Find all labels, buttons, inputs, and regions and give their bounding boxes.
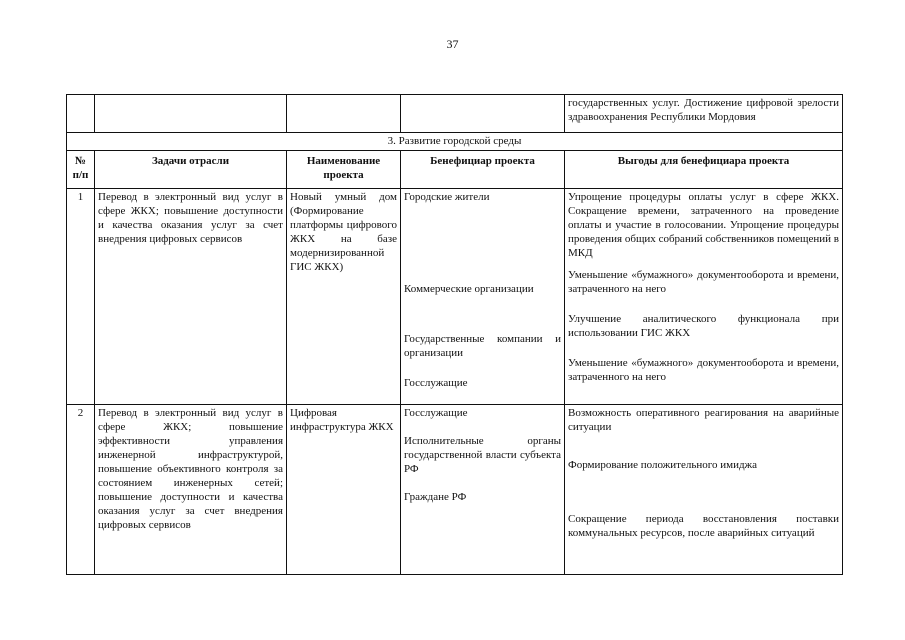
- projects-table: [66, 94, 843, 575]
- row-number: 2: [67, 405, 95, 575]
- row-tasks: Перевод в электронный вид услуг в сфере ЖКХ; повышение эффективности управления инженерной инфраструктурой, повышение объективного контроля за состоянием инженерных сетей; повышение доступности и качества оказания услуг за счет внедрения цифровых сервисов: [95, 405, 287, 575]
- continuation-row: [67, 95, 843, 133]
- beneficiary-item: Госслужащие: [404, 377, 468, 389]
- beneficiary-item: Госслужащие: [404, 407, 468, 419]
- section-title: 3. Развитие городской среды: [67, 133, 843, 151]
- row-number: 1: [67, 189, 95, 405]
- beneficiary-item: Исполнительные органы государственной власти субъекта РФ: [404, 435, 561, 475]
- benefit-item: Формирование положительного имиджа: [568, 459, 758, 471]
- continuation-benefits: государственных услуг. Достижение цифровой зрелости здравоохранения Республики Мордовия: [565, 95, 843, 133]
- header-project: Наименование проекта: [287, 151, 401, 189]
- header-row: [67, 151, 843, 189]
- row-benefits: [565, 405, 843, 575]
- table-row: [67, 405, 843, 575]
- cell-empty: [95, 95, 287, 133]
- row-beneficiaries: [401, 405, 565, 575]
- benefit-item: Сокращение периода восстановления поставки коммунальных ресурсов, после аварийных ситуаций: [568, 513, 839, 539]
- benefit-item: Улучшение аналитического функционала при использовании ГИС ЖКХ: [568, 313, 839, 339]
- benefit-item: Уменьшение «бумажного» документооборота и времени, затраченного на него: [568, 357, 839, 383]
- row-project: Цифровая инфраструктура ЖКХ: [287, 405, 401, 575]
- benefit-item: Уменьшение «бумажного» документооборота и времени, затраченного на него: [568, 269, 839, 295]
- cell-empty: [287, 95, 401, 133]
- header-tasks: Задачи отрасли: [95, 151, 287, 189]
- header-benefits: Выгоды для бенефициара проекта: [565, 151, 843, 189]
- table-row: [67, 189, 843, 405]
- cell-empty: [67, 95, 95, 133]
- row-benefits: [565, 189, 843, 405]
- cell-empty: [401, 95, 565, 133]
- header-num: № п/п: [67, 151, 95, 189]
- beneficiary-item: Государственные компании и организации: [404, 333, 561, 359]
- row-project: Новый умный дом (Формирование платформы цифрового ЖКХ на базе модернизированной ГИС ЖКХ): [287, 189, 401, 405]
- page-number: 37: [446, 37, 459, 51]
- section-row: [67, 133, 843, 151]
- benefit-item: Упрощение процедуры оплаты услуг в сфере ЖКХ. Сокращение времени, затраченного на проведение оплаты и участие в голосовании. Упрощение процедуры проведения общих собраний собственников помещений в МКД: [568, 191, 839, 259]
- row-beneficiaries: [401, 189, 565, 405]
- row-tasks: Перевод в электронный вид услуг в сфере ЖКХ; повышение доступности и качества оказания услуг за счет внедрения цифровых сервисов: [95, 189, 287, 405]
- beneficiary-item: Коммерческие организации: [404, 283, 534, 295]
- header-beneficiary: Бенефициар проекта: [401, 151, 565, 189]
- beneficiary-item: Городские жители: [404, 191, 490, 203]
- benefit-item: Возможность оперативного реагирования на аварийные ситуации: [568, 407, 839, 433]
- beneficiary-item: Граждане РФ: [404, 491, 467, 503]
